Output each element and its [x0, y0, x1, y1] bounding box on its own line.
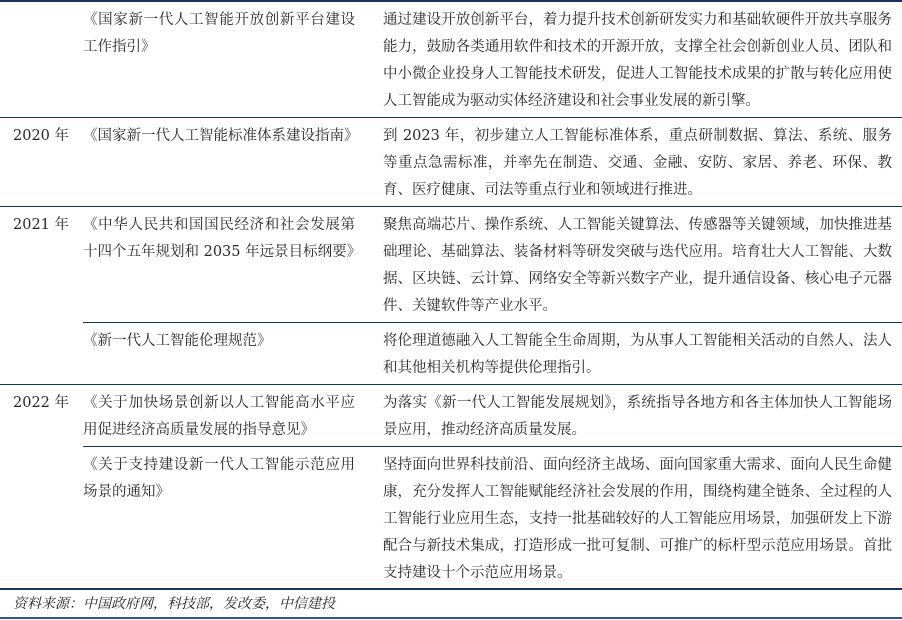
source-text: 资料来源：中国政府网，科技部，发改委，中信建投 — [13, 596, 335, 612]
policy-description-cell: 为落实《新一代人工智能发展规划》，系统指导各地方和各主体加快人工智能场景应用，推动经济高质量发展。 — [383, 395, 892, 438]
year-cell — [0, 328, 83, 382]
year-cell: 2021 年 — [13, 217, 70, 233]
footer-rule — [0, 617, 902, 619]
policy-name-cell: 《关于加快场景创新以人工智能高水平应用促进经济高质量发展的指导意见》 — [83, 395, 355, 438]
policy-name-cell: 《国家新一代人工智能标准体系建设指南》 — [83, 128, 359, 144]
year-cell: 2020 年 — [13, 128, 70, 144]
policy-name-cell: 《关于支持建设新一代人工智能示范应用场景的通知》 — [83, 457, 355, 500]
table-row — [0, 118, 902, 207]
row-separator — [0, 588, 902, 590]
year-cell — [0, 7, 83, 115]
table-row — [0, 323, 902, 385]
table-row — [0, 207, 902, 323]
policy-name-cell: 《国家新一代人工智能开放创新平台建设工作指引》 — [83, 12, 355, 55]
policy-name-cell: 《中华人民共和国国民经济和社会发展第十四个五年规划和 2035 年远景目标纲要》 — [83, 217, 362, 260]
policy-name-cell: 《新一代人工智能伦理规范》 — [83, 333, 272, 349]
year-cell: 2022 年 — [13, 395, 70, 411]
table-row — [0, 447, 902, 590]
table-row — [0, 2, 902, 118]
policy-description-cell: 坚持面向世界科技前沿、面向经济主战场、面向国家重大需求、面向人民生命健康，充分发挥人工智能赋能经济社会发展的作用，围绕构建全链条、全过程的人工智能行业应用生态，支持一批基础较好的人工智能应用场景，加强研发上下游配合与新技术集成，打造形成一批可复制、可推广的标杆型示范应用场景。首批支持建设十个示范应用场景。 — [383, 457, 892, 581]
policy-description-cell: 聚焦高端芯片、操作系统、人工智能关键算法、传感器等关键领域，加快推进基础理论、基础算法、装备材料等研发突破与迭代应用。培育壮大人工智能、大数据、区块链、云计算、网络安全等新兴数字产业，提升通信设备、核心电子元器件、关键软件等产业水平。 — [383, 217, 892, 314]
source-line — [0, 590, 902, 614]
policy-description-cell: 到 2023 年，初步建立人工智能标准体系，重点研制数据、算法、系统、服务等重点急需标准，并率先在制造、交通、金融、安防、家居、养老、环保、教育、医疗健康、司法等重点行业和领域进行推进。 — [383, 128, 892, 198]
policy-description-cell: 将伦理道德融入人工智能全生命周期，为从事人工智能相关活动的自然人、法人和其他相关机构等提供伦理指引。 — [383, 333, 892, 376]
policy-description-cell: 通过建设开放创新平台，着力提升技术创新研发实力和基础软硬件开放共享服务能力，鼓励各类通用软件和技术的开源开放，支撑全社会创新创业人员、团队和中小微企业投身人工智能技术研发，促进人工智能技术成果的扩散与转化应用使人工智能成为驱动实体经济建设和社会事业发展的新引擎。 — [383, 12, 892, 109]
year-cell — [0, 452, 83, 587]
table-row — [0, 385, 902, 447]
